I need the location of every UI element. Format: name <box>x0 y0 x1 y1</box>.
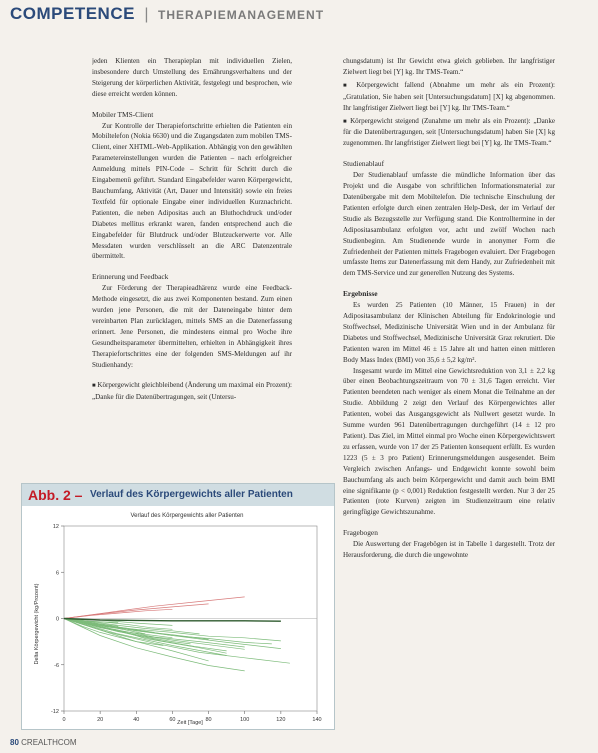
x-tick-label: 60 <box>169 717 176 723</box>
x-axis-label: Zeit [Tage] <box>177 720 203 726</box>
y-tick-label: 0 <box>55 616 59 623</box>
paragraph: chungsdatum) ist Ihr Gewicht etwa gleich geblieben. Ihr langfristiger Zielwert liegt bei [Y] kg. Ihr TMS-Team.“ <box>343 57 555 76</box>
subheading-mobile-client: Mobiler TMS-Client <box>92 109 154 119</box>
bullet-item: ■ Körpergewicht steigend (Zunahme um mehr als ein Prozent): „Danke für die Datenübertragungen, seit [Untersuchungsdatum] haben Sie [X] kg zugenommen. Ihr langfristiger Zielwert liegt bei [Y] kg. Ihr TMS-Team.“ <box>343 116 555 150</box>
figure-weight-chart <box>21 483 335 730</box>
y-tick-label: -12 <box>51 709 59 715</box>
paragraph: Der Studienablauf umfasste die mündliche Information über das Projekt und die Ausgabe von schriftlichen Informationsmaterial zur Datenübergabe mit dem Mobiltelefon. Die technische Einschulung der Patienten erfolgte durch einen zentralen Help-Desk, der im Verlauf der Studie als Bezugsstelle zur Verfügung stand. Die Kontrolltermine in der Adipositasambulanz erfolgten vor, acht und zwölf Wochen nach Studienbeginn. Am Studienende wurde in anonymer Form die Zufriedenheit der Patienten mittels Fragebogen evaluiert. Der Fragebogen umfasste Items zur Datenerfassung mit dem Handy, zur Zufriedenheit mit dem TMS-Service und zur generellen Nutzung des Systems. <box>343 171 555 278</box>
y-tick-label: -6 <box>54 662 59 669</box>
y-axis-label: Delta Körpergewicht (kg/Prozent) <box>34 583 40 665</box>
figure-label: Abb. 2 – <box>28 487 83 503</box>
figure-title: Verlauf des Körpergewichts aller Patienten <box>90 489 293 500</box>
page-header <box>10 4 590 26</box>
subheading-questionnaire: Fragebogen <box>343 528 378 538</box>
page-footer <box>10 738 77 747</box>
x-tick-label: 80 <box>205 717 212 723</box>
x-tick-label: 120 <box>276 717 286 723</box>
bullet-item: ■ Körpergewicht gleichbleibend (Änderung um maximal ein Prozent): „Danke für die Datenübertragungen, seit (Untersu- <box>92 380 292 403</box>
paragraph: Die Auswertung der Fragebögen ist in Tabelle 1 dargestellt. Trotz der Herausforderung, die durch die ungewohnte <box>343 540 555 560</box>
weight-chart <box>22 506 334 728</box>
paragraph: Zur Kontrolle der Therapiefortschritte erhielten die Patienten ein Mobiltelefon (Nokia 6630) und die Zugangsdaten zum mobilen TMS-Client, einer XHTML-Web-Applikation. Abhängig von den gewählten Parametereinstellungen wurden die Patienten – nach erfolgreicher Anmeldung mittels PIN-Code – Schritt für Schritt durch die Eingabemenü geführt. Standard Eingabefelder waren Körpergewicht, Bauchumfang, Aktivität (Art, Dauer und Intensität) sowie ein freies Textfeld für optionale Eingabe einer individuellen Kurznachricht. Patienten, die neben Adipositas auch an Bluthochdruck und/oder Diabetes mellitus erkrankt waren, fanden entsprechend auch die Eingabefelder für Blutdruck und/oder Blutzuckerwerte vor. Alle Messdaten wurden verschlüsselt an die ARC Datenzentrale übermittelt. <box>92 121 292 261</box>
figure-title-bar <box>22 484 334 506</box>
paragraph: jeden Klienten ein Therapieplan mit individuellen Zielen, insbesondere durch Umstellung des Ernährungsverhaltens und der Steigerung der körperlichen Aktivität, festgelegt und besprochen, wie diese erreicht werden können. <box>92 57 292 98</box>
x-tick-label: 0 <box>62 717 66 723</box>
publication-name: CREALTHCOM <box>21 738 77 747</box>
paragraph: Zur Förderung der Therapieadhärenz wurde eine Feedback-Methode eingesetzt, die aus zwei Komponenten bestand. Zum einen wurden jene Personen, die mit der Dateneingabe hinter dem vereinbarten Plan zurücklagen, mittels SMS an die Datenerfassung erinnert. Jene Personen, die mindestens einmal pro Woche ihre Gesundheitsparameter übermittelten, erhielten in Abhängigkeit ihres Therapiefortschrittes eine der folgenden SMS-Meldungen auf ihr Studienhandy: <box>92 284 292 369</box>
x-tick-label: 100 <box>240 717 250 723</box>
header-separator: | <box>144 6 149 23</box>
bullet-item: ■ Körpergewicht fallend (Abnahme um mehr als ein Prozent): „Gratulation, Sie haben seit [Untersuchungsdatum] [X] kg abgenommen. Ihr langfristiger Zielwert liegt bei [Y] kg. Ihr TMS-Team.“ <box>343 80 555 114</box>
paragraph: Es wurden 25 Patienten (10 Männer, 15 Frauen) in der Adipositasambulanz der Klinischen Abteilung für Endokrinologie und Stoffwechsel, Medizinische Universität Wien und in der Ambulanz für Diabetes und Stoffwechsel, Medizinische Universität Graz rekrutiert. Die Patienten waren im Mittel 46 ± 15 Jahre alt und hatten einen mittleren Body Mass Index (BMI) von 35,6 ± 5,2 kg/m². <box>343 301 555 364</box>
page-number: 80 <box>10 738 19 747</box>
y-tick-label: 6 <box>55 570 59 577</box>
header-section: THERAPIEMANAGEMENT <box>158 8 325 22</box>
x-tick-label: 140 <box>312 717 322 723</box>
chart-inner-title: Verlauf des Körpergewichts aller Patienten <box>130 513 244 519</box>
right-column <box>343 56 555 738</box>
subheading-feedback: Erinnerung und Feedback <box>92 272 169 282</box>
subheading-study: Studienablauf <box>343 159 385 169</box>
y-tick-label: 12 <box>52 524 59 530</box>
left-column <box>92 56 292 476</box>
header-brand: COMPETENCE <box>10 4 135 23</box>
subheading-results: Ergebnisse <box>343 289 378 299</box>
x-tick-label: 20 <box>97 717 104 723</box>
paragraph: Insgesamt wurde im Mittel eine Gewichtsreduktion von 3,1 ± 2,2 kg über einen Beobachtungszeitraum von 70 ± 31,6 Tagen erreicht. Vier Patienten beendeten nach weniger als einem Monat die Teilnahme an der Studie. Abbildung 2 zeigt den Verlauf des Körpergewichtes aller Patienten, wobei das Ausgangsgewicht als Nullwert gesetzt wurde. In Summe wurden 961 Datenübertragungen durchgeführt (14 ± 12 pro Patient). Das Ziel, im Mittel einmal pro Woche einen Körpergewichtswert zu erfassen, wurde von 17 der 25 Patienten konsequent erfüllt. Es wurden 1223 (5 ± 3 pro Patient) Erinnerungsmeldungen ausgesendet. Beim Vergleich zwischen Anfangs- und Endgewicht konnte sowohl beim Bauchumfang als auch beim Körpergewicht und damit auch beim BMI eine signifikante (p < 0,001) Reduktion festgestellt werden. Nur 3 der 25 Patienten (rote Kurven) zeigten im Studienzeitraum eine relativ geringfügige Gewichtszunahme. <box>343 366 555 517</box>
x-tick-label: 40 <box>133 717 140 723</box>
